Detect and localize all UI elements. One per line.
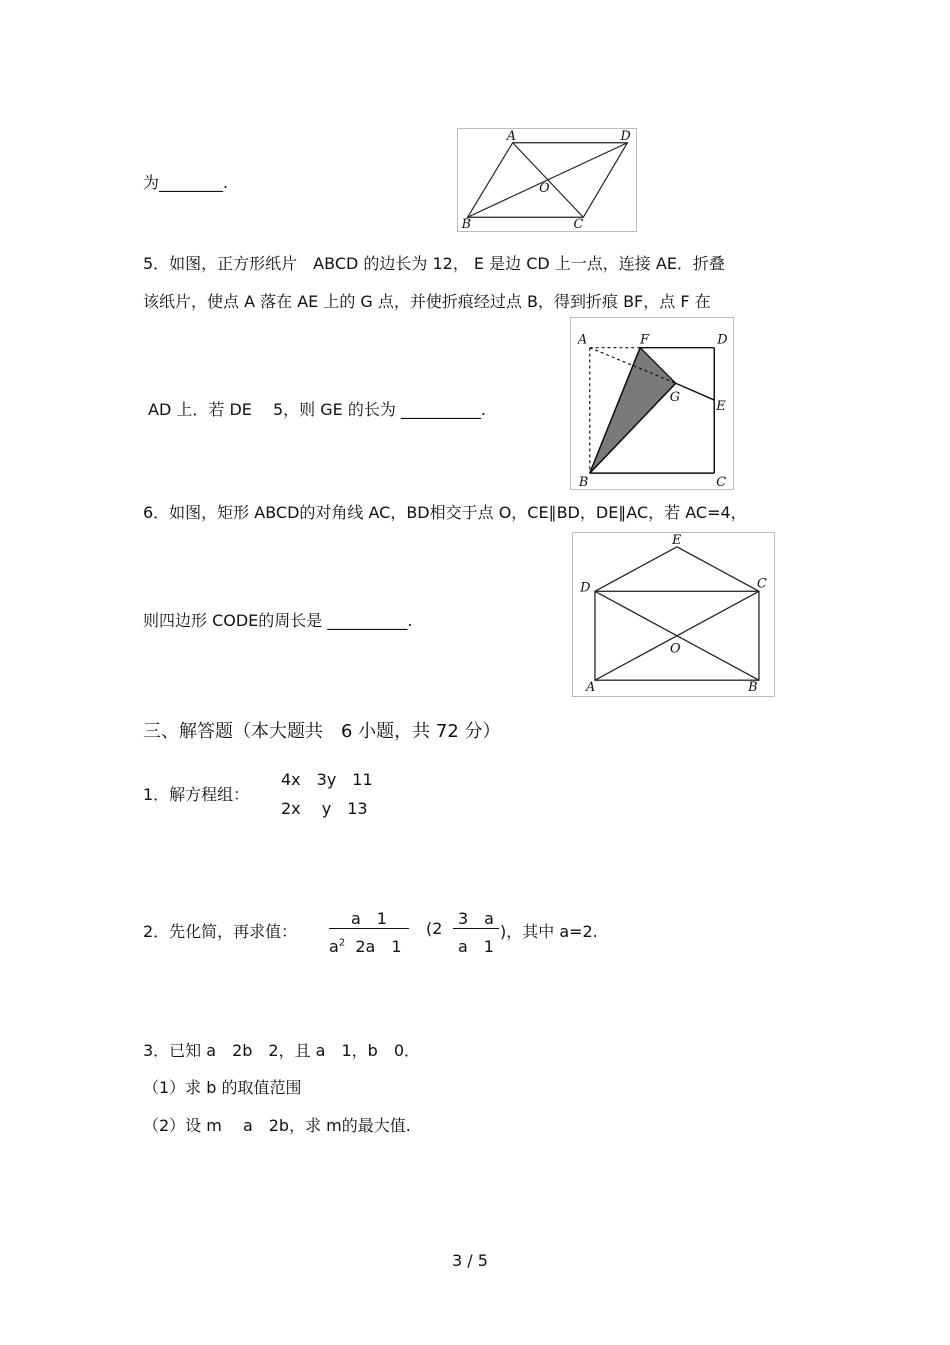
fig4-label-b: B: [461, 217, 472, 231]
q6-line-2: 则四边形 CODE的周长是 __________.: [143, 611, 413, 630]
fig5-label-d: D: [717, 332, 728, 348]
fig5-label-e: E: [716, 398, 726, 414]
q6-line-1: 6．如图，矩形 ABCD的对角线 AC，BD相交于点 O，CE∥BD，DE∥AC，若 AC=4，: [143, 503, 747, 522]
fig5-label-g: G: [669, 390, 681, 406]
fig5-label-c: C: [716, 474, 727, 489]
p2-fraction-2-denominator: a 1: [458, 937, 494, 956]
figure-rectangle-rhombus: [572, 532, 775, 697]
figure-folded-square: [570, 317, 734, 490]
p2-den-a: a: [329, 937, 339, 956]
fig6-label-c: C: [756, 576, 767, 592]
p1-equation-2: 2x y 13: [281, 799, 368, 818]
fig6-label-a: A: [586, 680, 596, 696]
page-number: 3 / 5: [452, 1251, 488, 1270]
fig4-label-c: C: [573, 217, 584, 231]
p3-line-1: 3．已知 a 2b 2，且 a 1，b 0．: [143, 1041, 420, 1060]
fig6-label-b: B: [748, 680, 758, 696]
p2-den-exponent: 2: [338, 937, 346, 949]
p2-fraction-1-numerator: a 1: [351, 909, 387, 928]
p2-fraction-1-denominator: [329, 934, 402, 957]
p2-den-rest: 2a 1: [355, 937, 402, 956]
p1-label: 1．解方程组：: [143, 785, 250, 804]
section-heading: 三、解答题（本大题共 6 小题，共 72 分）: [143, 721, 501, 742]
p3-line-2: （1）求 b 的取值范围: [143, 1078, 302, 1097]
fig6-label-o: O: [670, 641, 681, 657]
fig4-label-o: O: [539, 180, 550, 196]
p3-line-3: （2）设 m a 2b，求 m的最大值.: [143, 1116, 411, 1135]
fig6-label-d: D: [580, 580, 591, 596]
fig4-label-a: A: [506, 129, 517, 144]
fig6-label-e: E: [672, 533, 682, 548]
fig5-label-f: F: [640, 332, 650, 348]
fig5-label-b: B: [578, 474, 589, 489]
figure-parallelogram: [457, 128, 637, 232]
p2-fraction-2-bar: [453, 928, 499, 929]
p1-equation-1: 4x 3y 11: [281, 770, 373, 789]
q4-answer-line: 为________.: [143, 173, 229, 192]
p2-fraction-1-bar: [329, 928, 409, 929]
q5-line-3: AD 上．若 DE 5，则 GE 的长为 __________.: [148, 400, 486, 419]
p2-paren-open: (2: [426, 919, 443, 938]
p2-tail: )，其中 a=2.: [500, 922, 598, 941]
q5-line-1: 5．如图，正方形纸片 ABCD 的边长为 12， E 是边 CD 上一点，连接 AE．折叠: [143, 254, 725, 273]
p2-fraction-2-numerator: 3 a: [458, 909, 494, 928]
fig5-label-a: A: [577, 332, 588, 348]
fig4-label-d: D: [620, 129, 631, 144]
p2-label: 2．先化简，再求值：: [143, 922, 298, 941]
q5-line-2: 该纸片，使点 A 落在 AE 上的 G 点，并使折痕经过点 B，得到折痕 BF，点 F 在: [143, 292, 711, 311]
